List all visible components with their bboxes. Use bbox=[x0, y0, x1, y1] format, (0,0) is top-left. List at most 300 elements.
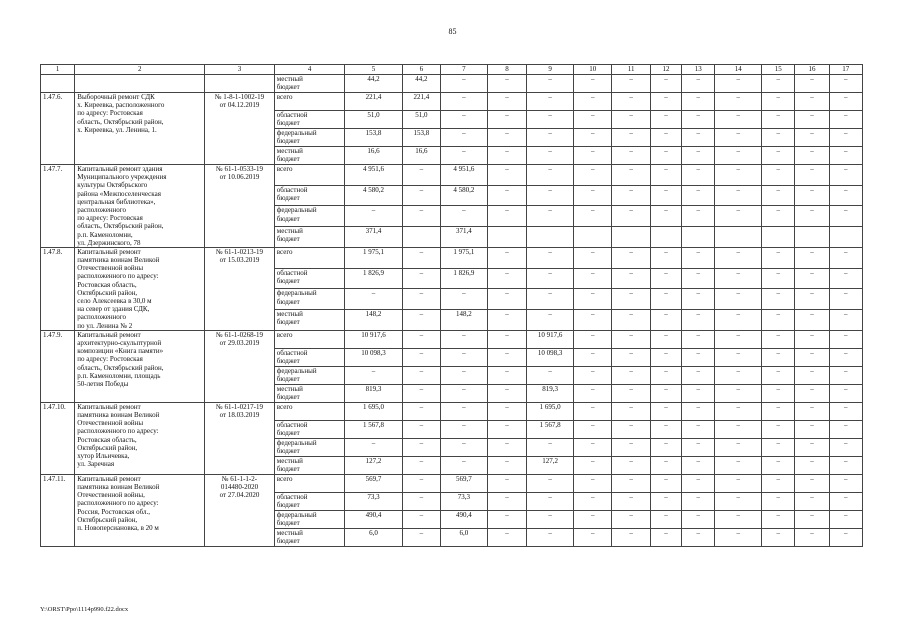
value-cell: – bbox=[650, 165, 681, 186]
value-cell: – bbox=[574, 366, 612, 384]
value-cell: – bbox=[829, 268, 862, 289]
value-cell: – bbox=[487, 474, 526, 492]
funding-source-text: областной bbox=[276, 268, 308, 277]
value-cell: – bbox=[762, 93, 795, 111]
funding-source-text: бюджет bbox=[276, 155, 300, 164]
value-cell: – bbox=[650, 129, 681, 147]
item-name-cell bbox=[75, 474, 205, 546]
value-cell: – bbox=[715, 165, 762, 186]
item-name-cell bbox=[75, 75, 205, 93]
value-cell: – bbox=[402, 420, 440, 438]
item-name-line: Капитальный ремонт bbox=[77, 474, 141, 483]
funding-source-text: всего bbox=[276, 402, 293, 411]
value-cell: – bbox=[402, 268, 440, 289]
value-cell: – bbox=[795, 366, 829, 384]
item-name-line: Ростовская область, bbox=[77, 280, 137, 289]
value-cell: – bbox=[715, 129, 762, 147]
value-cell: – bbox=[402, 330, 440, 348]
funding-source-text: местный bbox=[276, 147, 303, 155]
item-name-line: Россия, Ростовская обл., bbox=[77, 507, 150, 516]
document-cell bbox=[205, 330, 275, 402]
funding-source-cell bbox=[274, 528, 345, 546]
item-name-line: по адресу: Ростовская bbox=[77, 214, 143, 223]
value-cell: – bbox=[612, 147, 650, 165]
value-cell: – bbox=[527, 438, 574, 456]
value-cell bbox=[527, 227, 574, 248]
funding-source-text: областной bbox=[276, 185, 308, 194]
value-cell: – bbox=[762, 165, 795, 186]
value-cell: – bbox=[795, 456, 829, 474]
value-cell: – bbox=[612, 474, 650, 492]
value-cell: – bbox=[715, 420, 762, 438]
value-cell: – bbox=[829, 474, 862, 492]
value-cell: – bbox=[612, 438, 650, 456]
value-cell: – bbox=[682, 289, 715, 310]
item-name-line: хутор Ильичевка, bbox=[77, 451, 130, 460]
funding-source-text: местный bbox=[276, 75, 303, 83]
value-cell: – bbox=[612, 111, 650, 129]
value-cell: – bbox=[487, 129, 526, 147]
value-cell: – bbox=[574, 420, 612, 438]
value-cell: – bbox=[682, 456, 715, 474]
value-cell: 10 917,6 bbox=[345, 330, 402, 348]
value-cell: – bbox=[795, 330, 829, 348]
value-cell bbox=[650, 227, 681, 248]
funding-source-cell bbox=[274, 420, 345, 438]
item-name-line: расположенного bbox=[77, 313, 127, 322]
value-cell: – bbox=[527, 206, 574, 227]
value-cell: – bbox=[762, 185, 795, 206]
value-cell: – bbox=[829, 492, 862, 510]
value-cell: – bbox=[715, 247, 762, 268]
value-cell: – bbox=[650, 330, 681, 348]
value-cell: 44,2 bbox=[402, 75, 440, 93]
funding-source-text: областной bbox=[276, 492, 308, 501]
item-name-line: Капитальный ремонт bbox=[77, 402, 141, 411]
value-cell: 16,6 bbox=[345, 147, 402, 165]
value-cell: – bbox=[574, 348, 612, 366]
value-cell: 148,2 bbox=[345, 310, 402, 331]
value-cell: 1 975,1 bbox=[345, 247, 402, 268]
value-cell: 10 917,6 bbox=[527, 330, 574, 348]
value-cell: – bbox=[574, 330, 612, 348]
value-cell: – bbox=[715, 289, 762, 310]
value-cell: – bbox=[487, 510, 526, 528]
funding-source-text: местный bbox=[276, 456, 303, 465]
item-name-line: центральная библиотека», bbox=[77, 197, 156, 206]
value-cell: – bbox=[795, 528, 829, 546]
value-cell: 4 580,2 bbox=[441, 185, 488, 206]
value-cell: – bbox=[795, 289, 829, 310]
value-cell: – bbox=[762, 402, 795, 420]
value-cell: – bbox=[402, 206, 440, 227]
value-cell: 4 951,6 bbox=[345, 165, 402, 186]
value-cell: – bbox=[441, 147, 488, 165]
value-cell: – bbox=[715, 528, 762, 546]
value-cell: – bbox=[762, 111, 795, 129]
value-cell: – bbox=[487, 420, 526, 438]
value-cell: – bbox=[574, 129, 612, 147]
value-cell: – bbox=[829, 111, 862, 129]
value-cell: – bbox=[650, 384, 681, 402]
funding-source-text: федеральный bbox=[276, 289, 317, 298]
item-number-cell: 1.47.6. bbox=[41, 93, 75, 165]
value-cell: – bbox=[682, 510, 715, 528]
item-name-line: расположенного по адресу: bbox=[77, 272, 159, 281]
value-cell: – bbox=[487, 165, 526, 186]
value-cell: – bbox=[402, 474, 440, 492]
value-cell: – bbox=[650, 93, 681, 111]
value-cell: – bbox=[715, 93, 762, 111]
value-cell: – bbox=[402, 438, 440, 456]
value-cell: – bbox=[441, 384, 488, 402]
value-cell: – bbox=[402, 528, 440, 546]
column-number: 15 bbox=[762, 65, 795, 75]
value-cell: – bbox=[527, 474, 574, 492]
value-cell: – bbox=[487, 438, 526, 456]
value-cell: 569,7 bbox=[345, 474, 402, 492]
value-cell bbox=[574, 227, 612, 248]
item-number-cell: 1.47.9. bbox=[41, 330, 75, 402]
funding-source-cell bbox=[274, 289, 345, 310]
item-name-line: района «Межпоселенческая bbox=[77, 189, 161, 198]
item-number-cell bbox=[41, 75, 75, 93]
document-line: от 29.03.2019 bbox=[219, 338, 260, 347]
value-cell: – bbox=[612, 348, 650, 366]
document-cell bbox=[205, 474, 275, 546]
item-name-line: по ул. Ленина № 2 bbox=[77, 321, 133, 330]
value-cell: – bbox=[487, 310, 526, 331]
value-cell: – bbox=[650, 510, 681, 528]
value-cell: – bbox=[612, 247, 650, 268]
value-cell: 1 567,8 bbox=[345, 420, 402, 438]
funding-source-text: бюджет bbox=[276, 318, 300, 327]
value-cell: – bbox=[682, 93, 715, 111]
value-cell: 10 098,3 bbox=[345, 348, 402, 366]
value-cell: – bbox=[829, 366, 862, 384]
value-cell: – bbox=[715, 111, 762, 129]
document-line: от 04.12.2019 bbox=[219, 101, 260, 110]
value-cell: – bbox=[527, 366, 574, 384]
funding-source-text: бюджет bbox=[276, 276, 300, 285]
value-cell: – bbox=[574, 528, 612, 546]
funding-source-cell bbox=[274, 510, 345, 528]
funding-source-text: областной bbox=[276, 420, 308, 429]
item-name-line: область, Октябрьский район, bbox=[77, 363, 164, 372]
item-name-line: Капитальный ремонт bbox=[77, 330, 141, 339]
value-cell: 73,3 bbox=[441, 492, 488, 510]
item-name-line: по адресу: Ростовская bbox=[77, 109, 143, 118]
value-cell: – bbox=[487, 384, 526, 402]
value-cell: – bbox=[650, 492, 681, 510]
value-cell: – bbox=[682, 206, 715, 227]
value-cell: – bbox=[715, 366, 762, 384]
value-cell: – bbox=[402, 348, 440, 366]
column-number: 16 bbox=[795, 65, 829, 75]
value-cell: – bbox=[612, 366, 650, 384]
value-cell: – bbox=[795, 185, 829, 206]
funding-source-cell bbox=[274, 384, 345, 402]
value-cell: – bbox=[650, 185, 681, 206]
value-cell: 569,7 bbox=[441, 474, 488, 492]
column-number: 9 bbox=[527, 65, 574, 75]
value-cell: – bbox=[762, 129, 795, 147]
value-cell: – bbox=[682, 384, 715, 402]
value-cell: – bbox=[682, 528, 715, 546]
value-cell: – bbox=[527, 268, 574, 289]
value-cell: – bbox=[795, 402, 829, 420]
value-cell: – bbox=[441, 75, 488, 93]
value-cell: – bbox=[650, 111, 681, 129]
value-cell: – bbox=[795, 492, 829, 510]
value-cell: – bbox=[715, 438, 762, 456]
value-cell: – bbox=[527, 165, 574, 186]
funding-source-cell bbox=[274, 348, 345, 366]
value-cell: 1 695,0 bbox=[527, 402, 574, 420]
value-cell: 4 580,2 bbox=[345, 185, 402, 206]
value-cell: 16,6 bbox=[402, 147, 440, 165]
funding-source-text: бюджет bbox=[276, 464, 300, 473]
value-cell: – bbox=[650, 289, 681, 310]
value-cell bbox=[795, 227, 829, 248]
document-line: 014480-2020 bbox=[220, 482, 259, 491]
value-cell: – bbox=[345, 289, 402, 310]
value-cell: – bbox=[574, 438, 612, 456]
value-cell: – bbox=[487, 456, 526, 474]
table-row bbox=[41, 474, 863, 492]
value-cell: – bbox=[682, 310, 715, 331]
value-cell: – bbox=[762, 75, 795, 93]
value-cell: – bbox=[487, 93, 526, 111]
funding-source-text: всего bbox=[276, 474, 293, 483]
value-cell: – bbox=[762, 247, 795, 268]
funding-source-cell bbox=[274, 402, 345, 420]
document-line: № 1-8-1-1002-19 bbox=[214, 93, 265, 101]
document-line: от 15.03.2019 bbox=[219, 256, 260, 265]
value-cell: – bbox=[574, 93, 612, 111]
value-cell: – bbox=[441, 93, 488, 111]
value-cell: – bbox=[829, 185, 862, 206]
value-cell: – bbox=[441, 330, 488, 348]
value-cell: – bbox=[829, 528, 862, 546]
funding-source-text: бюджет bbox=[276, 119, 300, 128]
table-row bbox=[41, 75, 863, 93]
value-cell: – bbox=[795, 75, 829, 93]
funding-source-cell bbox=[274, 247, 345, 268]
funding-source-text: бюджет bbox=[276, 392, 300, 401]
item-name-cell bbox=[75, 330, 205, 402]
value-cell: – bbox=[682, 402, 715, 420]
funding-source-cell bbox=[274, 366, 345, 384]
item-name-line: расположенного по адресу: bbox=[77, 427, 159, 436]
value-cell: – bbox=[795, 268, 829, 289]
item-name-line: расположенного bbox=[77, 205, 127, 214]
value-cell: – bbox=[612, 185, 650, 206]
funding-source-text: бюджет bbox=[276, 356, 300, 365]
funding-source-text: областной bbox=[276, 111, 308, 119]
value-cell: – bbox=[441, 402, 488, 420]
value-cell: – bbox=[762, 528, 795, 546]
column-number: 7 bbox=[441, 65, 488, 75]
funding-source-cell bbox=[274, 165, 345, 186]
value-cell: – bbox=[795, 165, 829, 186]
value-cell: – bbox=[441, 456, 488, 474]
value-cell: 221,4 bbox=[345, 93, 402, 111]
value-cell: – bbox=[402, 366, 440, 384]
value-cell bbox=[715, 227, 762, 248]
funding-source-cell bbox=[274, 456, 345, 474]
value-cell: – bbox=[682, 111, 715, 129]
value-cell: – bbox=[345, 206, 402, 227]
value-cell: – bbox=[574, 111, 612, 129]
column-number: 11 bbox=[612, 65, 650, 75]
funding-source-cell bbox=[274, 206, 345, 227]
item-name-line: Отечественной войны, bbox=[77, 491, 145, 500]
value-cell: – bbox=[829, 247, 862, 268]
value-cell: – bbox=[402, 384, 440, 402]
value-cell: – bbox=[682, 492, 715, 510]
item-name-line: по адресу: Ростовская bbox=[77, 355, 143, 364]
item-name-line: ул. Заречная bbox=[77, 460, 115, 469]
value-cell: – bbox=[715, 348, 762, 366]
value-cell: 51,0 bbox=[402, 111, 440, 129]
value-cell: – bbox=[762, 438, 795, 456]
value-cell: – bbox=[715, 510, 762, 528]
funding-source-text: федеральный bbox=[276, 129, 317, 137]
document-cell bbox=[205, 247, 275, 330]
item-name-line: х. Киреевка, расположенного bbox=[77, 101, 165, 110]
table-row bbox=[41, 247, 863, 268]
value-cell: – bbox=[574, 185, 612, 206]
value-cell: – bbox=[795, 310, 829, 331]
item-name-line: 50-летия Победы bbox=[77, 379, 129, 388]
value-cell: 1 826,9 bbox=[345, 268, 402, 289]
item-name-line: Выборочный ремонт СДК bbox=[77, 93, 155, 101]
funding-source-text: всего bbox=[276, 93, 293, 101]
value-cell: – bbox=[487, 206, 526, 227]
value-cell: – bbox=[612, 528, 650, 546]
item-name-line: Отечественной войны bbox=[77, 419, 144, 428]
column-number: 6 bbox=[402, 65, 440, 75]
value-cell: – bbox=[527, 310, 574, 331]
value-cell: – bbox=[762, 420, 795, 438]
item-name-line: Капитальный ремонт здания bbox=[77, 165, 163, 173]
funding-source-text: бюджет bbox=[276, 297, 300, 306]
value-cell: – bbox=[829, 147, 862, 165]
column-number: 4 bbox=[274, 65, 345, 75]
document-cell bbox=[205, 93, 275, 165]
column-number: 8 bbox=[487, 65, 526, 75]
value-cell: – bbox=[829, 402, 862, 420]
value-cell: – bbox=[487, 111, 526, 129]
funding-source-text: местный bbox=[276, 310, 303, 319]
value-cell: – bbox=[402, 402, 440, 420]
value-cell: – bbox=[527, 129, 574, 147]
value-cell: – bbox=[487, 528, 526, 546]
value-cell: – bbox=[345, 438, 402, 456]
funding-source-cell bbox=[274, 330, 345, 348]
item-name-line: Отечественной войны bbox=[77, 264, 144, 273]
value-cell: 490,4 bbox=[345, 510, 402, 528]
value-cell: – bbox=[441, 366, 488, 384]
value-cell: – bbox=[487, 492, 526, 510]
value-cell: – bbox=[762, 289, 795, 310]
item-name-line: памятника воинам Великой bbox=[77, 482, 160, 491]
item-number-cell: 1.47.8. bbox=[41, 247, 75, 330]
funding-source-text: бюджет bbox=[276, 235, 300, 244]
value-cell: – bbox=[795, 93, 829, 111]
value-cell: 1 695,0 bbox=[345, 402, 402, 420]
value-cell: – bbox=[612, 492, 650, 510]
funding-source-text: бюджет bbox=[276, 137, 300, 146]
value-cell: – bbox=[682, 75, 715, 93]
value-cell: – bbox=[527, 185, 574, 206]
value-cell: – bbox=[715, 402, 762, 420]
value-cell: 1 567,8 bbox=[527, 420, 574, 438]
funding-source-text: бюджет bbox=[276, 500, 300, 509]
item-name-line: Капитальный ремонт bbox=[77, 247, 141, 256]
value-cell: – bbox=[650, 348, 681, 366]
value-cell: 10 098,3 bbox=[527, 348, 574, 366]
value-cell: – bbox=[762, 330, 795, 348]
value-cell: 819,3 bbox=[527, 384, 574, 402]
value-cell: – bbox=[487, 348, 526, 366]
value-cell: – bbox=[487, 247, 526, 268]
item-name-cell bbox=[75, 93, 205, 165]
value-cell: – bbox=[682, 129, 715, 147]
value-cell: – bbox=[402, 185, 440, 206]
value-cell: – bbox=[612, 129, 650, 147]
value-cell: – bbox=[715, 474, 762, 492]
value-cell: 490,4 bbox=[441, 510, 488, 528]
value-cell: – bbox=[441, 111, 488, 129]
value-cell: – bbox=[574, 492, 612, 510]
item-name-line: Октябрьский район, bbox=[77, 443, 138, 452]
value-cell: – bbox=[795, 247, 829, 268]
value-cell: – bbox=[650, 402, 681, 420]
value-cell: 44,2 bbox=[345, 75, 402, 93]
value-cell: – bbox=[527, 510, 574, 528]
column-number: 10 bbox=[574, 65, 612, 75]
value-cell: – bbox=[402, 247, 440, 268]
value-cell: – bbox=[612, 402, 650, 420]
value-cell: 153,8 bbox=[345, 129, 402, 147]
value-cell bbox=[829, 227, 862, 248]
value-cell: – bbox=[650, 268, 681, 289]
funding-source-cell bbox=[274, 147, 345, 165]
funding-source-text: бюджет bbox=[276, 83, 300, 92]
value-cell: – bbox=[487, 75, 526, 93]
value-cell: – bbox=[795, 147, 829, 165]
document-cell bbox=[205, 75, 275, 93]
value-cell: – bbox=[682, 348, 715, 366]
column-number: 1 bbox=[41, 65, 75, 75]
value-cell: – bbox=[487, 268, 526, 289]
column-number: 2 bbox=[75, 65, 205, 75]
value-cell: – bbox=[441, 438, 488, 456]
value-cell: – bbox=[682, 474, 715, 492]
item-name-line: памятника воинам Великой bbox=[77, 256, 160, 265]
document-line: от 27.04.2020 bbox=[219, 491, 260, 500]
value-cell: 371,4 bbox=[345, 227, 402, 248]
value-cell: – bbox=[795, 438, 829, 456]
value-cell: – bbox=[682, 330, 715, 348]
value-cell: – bbox=[612, 456, 650, 474]
column-number: 14 bbox=[715, 65, 762, 75]
document-line: от 10.06.2019 bbox=[219, 173, 260, 182]
item-name-line: область, Октябрьский район, bbox=[77, 222, 164, 231]
funding-source-text: федеральный bbox=[276, 438, 317, 447]
